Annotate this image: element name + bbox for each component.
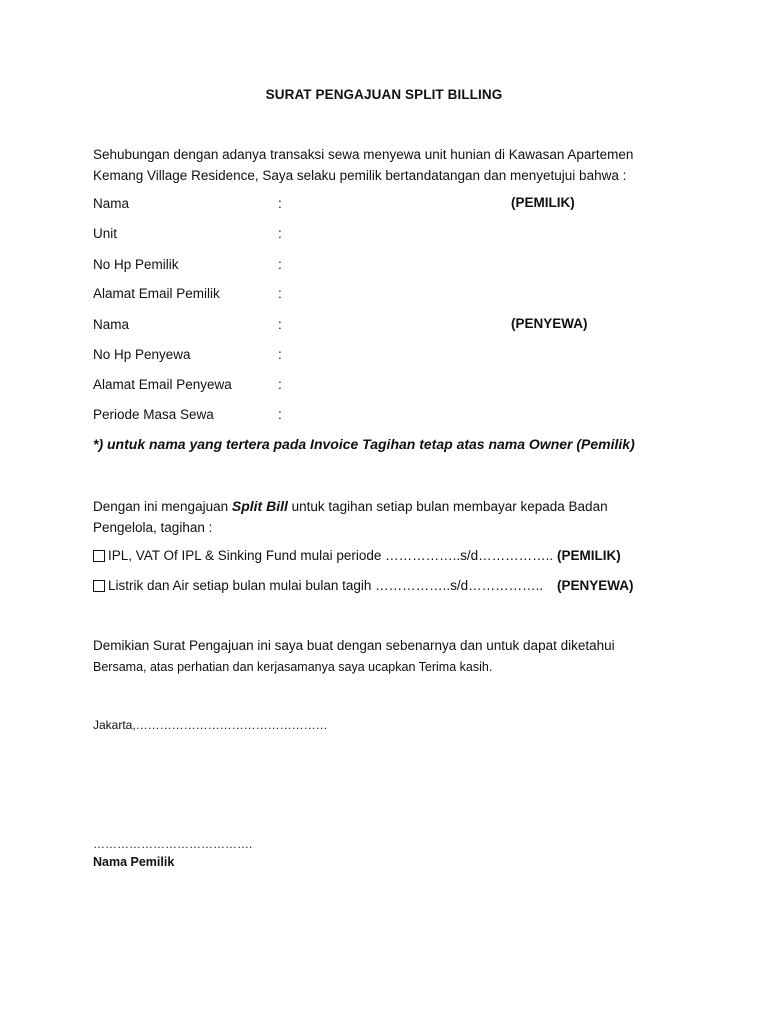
field-colon: : (278, 226, 282, 241)
signature-line: …………………………………. (93, 837, 253, 851)
option-listrik-text: Listrik dan Air setiap bulan mulai bulan tagih ……………..s/d…………….. (108, 578, 544, 593)
ipl-checkbox[interactable] (93, 550, 105, 562)
field-label-email-pemilik: Alamat Email Pemilik (93, 286, 220, 301)
closing-line-2: Bersama, atas perhatian dan kerjasamanya saya ucapkan Terima kasih. (93, 660, 493, 674)
field-label-periode-sewa: Periode Masa Sewa (93, 407, 214, 422)
field-colon: : (278, 317, 282, 332)
split-bill-request-paragraph (93, 496, 673, 538)
field-colon: : (278, 407, 282, 422)
listrik-checkbox[interactable] (93, 580, 105, 592)
field-colon: : (278, 377, 282, 392)
field-colon: : (278, 257, 282, 272)
owner-invoice-note: *) untuk nama yang tertera pada Invoice Tagihan tetap atas nama Owner (Pemilik) (93, 436, 635, 452)
request-text-before: Dengan ini mengajuan (93, 499, 232, 514)
field-label-no-hp-pemilik: No Hp Pemilik (93, 257, 179, 272)
option-listrik-row (93, 578, 543, 593)
field-label-no-hp-penyewa: No Hp Penyewa (93, 347, 191, 362)
field-colon: : (278, 196, 282, 211)
place-date: Jakarta,………………………………………… (93, 718, 328, 732)
field-colon: : (278, 347, 282, 362)
role-pemilik-label: (PEMILIK) (511, 195, 575, 210)
option-listrik-role: (PENYEWA) (557, 578, 634, 593)
request-text-after: untuk tagihan setiap bulan membayar kepada Badan Pengelola, tagihan : (93, 499, 608, 535)
closing-line-1: Demikian Surat Pengajuan ini saya buat dengan sebenarnya dan untuk dapat diketahui (93, 638, 615, 653)
signature-name: Nama Pemilik (93, 855, 175, 869)
field-label-unit: Unit (93, 226, 118, 241)
field-label-nama-pemilik: Nama (93, 196, 130, 211)
field-colon: : (278, 286, 282, 301)
document-title: SURAT PENGAJUAN SPLIT BILLING (265, 87, 503, 102)
role-penyewa-label: (PENYEWA) (511, 316, 588, 331)
option-ipl-row (93, 548, 553, 563)
field-label-nama-penyewa: Nama (93, 317, 130, 332)
option-ipl-role: (PEMILIK) (557, 548, 621, 563)
option-ipl-text: IPL, VAT Of IPL & Sinking Fund mulai periode ……………..s/d…………….. (108, 548, 554, 563)
intro-paragraph: Sehubungan dengan adanya transaksi sewa menyewa unit hunian di Kawasan Apartemen Kemang Village Residence, Saya selaku pemilik bertandatangan dan menyetujui bahwa : (93, 147, 634, 183)
split-bill-emphasis: Split Bill (231, 498, 288, 514)
field-label-email-penyewa: Alamat Email Penyewa (93, 377, 232, 392)
